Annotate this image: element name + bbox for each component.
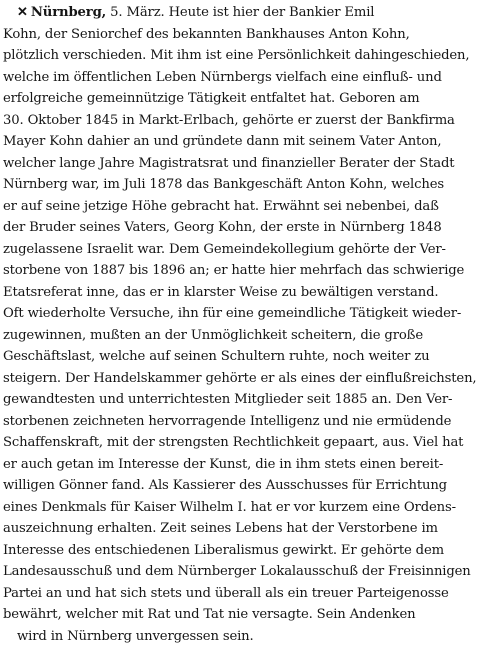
article-line-4: welche im öffentlichen Leben Nürnbergs vielfach eine einfluß- und (3, 67, 497, 89)
article-line-16: zugewinnen, mußten an der Unmöglichkeit scheitern, die große (3, 325, 497, 347)
article-line-9: Nürnberg war, im Juli 1878 das Bankgeschäft Anton Kohn, welches (3, 174, 497, 196)
article-line-7: Mayer Kohn dahier an und gründete dann mit seinem Vater Anton, (3, 131, 497, 153)
article-line-13: storbene von 1887 bis 1896 an; er hatte hier mehrfach das schwierige (3, 260, 497, 282)
section-marker: ✕ (17, 5, 28, 20)
article-line-3: plötzlich verschieden. Mit ihm ist eine Persönlichkeit dahingeschieden, (3, 45, 497, 67)
article-line-27: Landesausschuß und dem Nürnberger Lokalausschuß der Freisinnigen (3, 561, 497, 583)
article-line-11: der Bruder seines Vaters, Georg Kohn, der erste in Nürnberg 1848 (3, 217, 497, 239)
article-line-6: 30. Oktober 1845 in Markt-Erlbach, gehörte er zuerst der Bankfirma (3, 110, 497, 132)
article-line-10: er auf seine jetzige Höhe gebracht hat. Erwähnt sei nebenbei, daß (3, 196, 497, 218)
article-line-28: Partei an und hat sich stets und überall als ein treuer Parteigenosse (3, 583, 497, 605)
article-line-1 (3, 2, 497, 24)
article-line-29: bewährt, welcher mit Rat und Tat nie versagte. Sein Andenken (3, 604, 497, 626)
article-line-21: Schaffenskraft, mit der strengsten Rechtlichkeit gepaart, aus. Viel hat (3, 432, 497, 454)
article-line-15: Oft wiederholte Versuche, ihn für eine gemeindliche Tätigkeit wieder- (3, 303, 497, 325)
article-line-8: welcher lange Jahre Magistratsrat und finanzieller Berater der Stadt (3, 153, 497, 175)
article-line-19: gewandtesten und unterrichtesten Mitglieder seit 1885 an. Den Ver- (3, 389, 497, 411)
article-line-26: Interesse des entschiedenen Liberalismus gewirkt. Er gehörte dem (3, 540, 497, 562)
article-line-12: zugelassene Israelit war. Dem Gemeindekollegium gehörte der Ver- (3, 239, 497, 261)
article-line-17: Geschäftslast, welche auf seinen Schultern ruhte, noch weiter zu (3, 346, 497, 368)
dateline-place: Nürnberg, (31, 5, 106, 20)
article-line-25: auszeichnung erhalten. Zeit seines Lebens hat der Verstorbene im (3, 518, 497, 540)
article-line-1-text: 5. März. Heute ist hier der Bankier Emil (110, 5, 374, 20)
article-line-22: er auch getan im Interesse der Kunst, die in ihm stets einen bereit- (3, 454, 497, 476)
article-line-24: eines Denkmals für Kaiser Wilhelm I. hat er vor kurzem eine Ordens- (3, 497, 497, 519)
article-line-5: erfolgreiche gemeinnützige Tätigkeit entfaltet hat. Geboren am (3, 88, 497, 110)
article-line-18: steigern. Der Handelskammer gehörte er als eines der einflußreichsten, (3, 368, 497, 390)
article-line-23: willigen Gönner fand. Als Kassierer des Ausschusses für Errichtung (3, 475, 497, 497)
article-line-30: wird in Nürnberg unvergessen sein. (3, 626, 497, 647)
article-line-2: Kohn, der Seniorchef des bekannten Bankhauses Anton Kohn, (3, 24, 497, 46)
article-line-20: storbenen zeichneten hervorragende Intelligenz und nie ermüdende (3, 411, 497, 433)
article-line-14: Etatsreferat inne, das er in klarster Weise zu bewältigen verstand. (3, 282, 497, 304)
